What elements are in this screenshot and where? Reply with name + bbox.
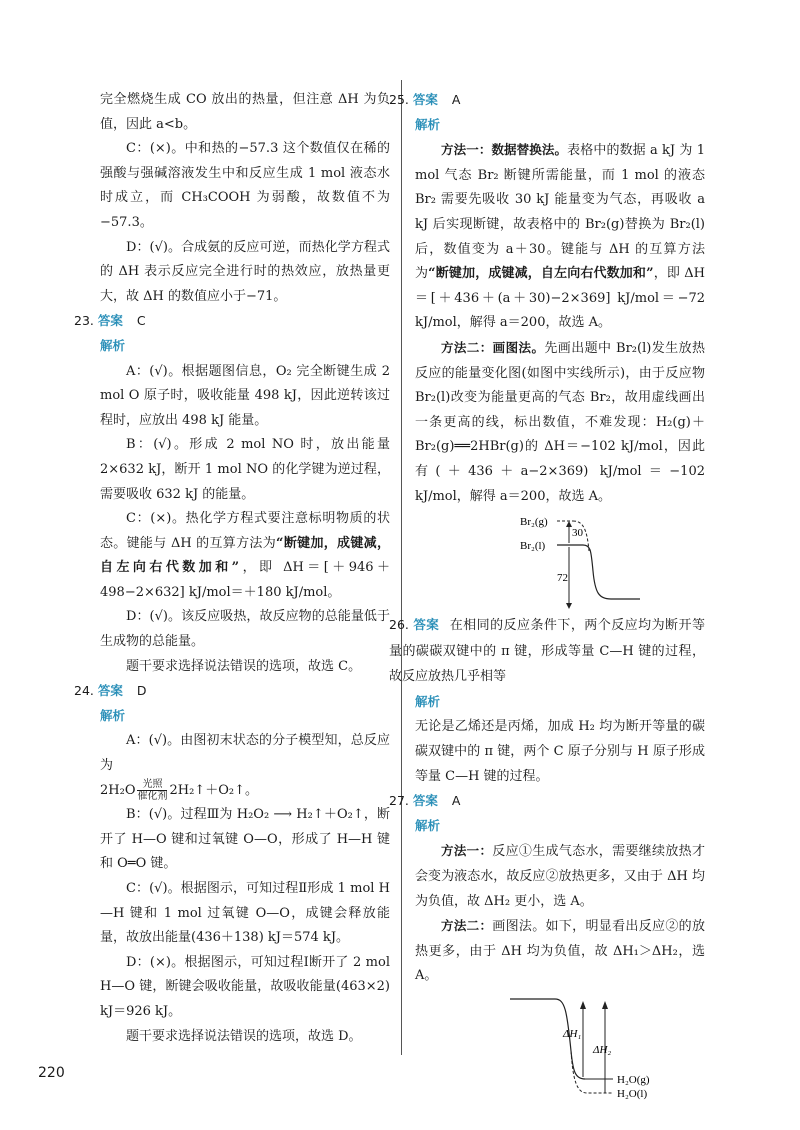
q24-answer-line xyxy=(74,679,390,704)
q27-answer-line xyxy=(389,789,705,814)
eq-condition-bottom: 催化剂 xyxy=(137,790,168,802)
q25-answer: A xyxy=(451,92,461,107)
br2-energy-diagram xyxy=(415,511,705,611)
h2o-liquid-curve-dashed xyxy=(571,1051,613,1093)
q25-method2-text: 先画出题中 Br₂(l)发生放热反应的能量变化图(如图中实线所示)，由于反应物 Br₂(l)改变为能量更高的气态 Br₂，故用虚线画出一条更高的线，标出数值，不难发现：H₂(g)＋Br₂(g)══2HBr(g)的 ΔH＝−102 kJ/mol，因此有(＋436＋a−2×369) kJ/mol＝−102 kJ/mol，解得 a＝200，故选 A。 xyxy=(415,340,705,504)
dh1-arrow-head xyxy=(580,1001,586,1009)
h2o-liquid-label: H₂O(l) xyxy=(617,1088,648,1100)
arrow-30-head xyxy=(566,521,572,527)
q24-b: B：(√)。过程Ⅲ为 H₂O₂ ⟶ H₂↑＋O₂↑，断开了 H—O 键和过氧键 O—O，形成了 H—H 键和 O═O 键。 xyxy=(100,807,390,872)
q27-method2-text: 画图法。如下，明显看出反应②的放热更多，由于 ΔH 均为负值，故 ΔH₁＞ΔH₂，选 A。 xyxy=(415,919,705,984)
q27-analysis-label: 解析 xyxy=(415,817,441,833)
br2-gas-label: Br₂(g) xyxy=(520,516,548,529)
q27-method2-label: 方法二： xyxy=(441,918,493,934)
q25-answer-line xyxy=(389,88,705,113)
q26-analysis-label: 解析 xyxy=(415,693,441,709)
dh2-arrow-head xyxy=(602,1001,608,1009)
q27-method1-text: 反应①生成气态水，需要继续放热才会变为液态水，故反应②放热更多，又由于 ΔH 均为负值，故 ΔH₂ 更小，选 A。 xyxy=(415,844,705,909)
q24-a: A：(√)。由图初末状态的分子模型知，总反应为 xyxy=(100,733,390,774)
left-column xyxy=(74,88,390,1049)
para-carryover: 完全燃烧生成 CO 放出的热量，但注意 ΔH 为负值，因此 a<b。 xyxy=(100,92,390,132)
q23-answer-line xyxy=(74,309,390,334)
q23-answer-label: 答案 xyxy=(97,313,123,329)
q27-method1-label: 方法一： xyxy=(441,843,493,859)
column-divider xyxy=(401,80,402,1055)
eq-reactant: 2H₂O xyxy=(100,782,136,798)
q25-method1-text-b: ，即 ΔH＝[＋436＋(a＋30)−2×369] kJ/mol＝−72 kJ/mol，解得 a＝200，故选 A。 xyxy=(415,266,705,331)
q23-d: D：(√)。该反应吸热，故反应物的总能量低于生成物的总能量。 xyxy=(100,609,390,650)
q24-c: C：(√)。根据图示，可知过程Ⅱ形成 1 mol H—H 键和 1 mol 过氧键 O—O，成键会释放能量，故放出能量(436＋138) kJ＝574 kJ。 xyxy=(100,881,390,946)
q24-answer: D xyxy=(136,683,147,699)
eq-products: 2H₂↑＋O₂↑。 xyxy=(169,782,258,798)
right-column xyxy=(389,88,705,1103)
value-72: 72 xyxy=(557,572,568,585)
q25-method1-label: 方法一：数据替换法。 xyxy=(441,142,568,158)
q23-answer: C xyxy=(136,313,146,329)
q25-method1-text-a: 表格中的数据 a kJ 为 1 mol 气态 Br₂ 断键所需能量，而 1 mol 的液态 Br₂ 需要先吸收 30 kJ 能量变为气态，再吸收 a kJ 后实现断键，故表格中的 Br₂(g)替换为 Br₂(l)后，数值变为 a＋30。键能与 ΔH 的互算方法为 xyxy=(415,143,705,282)
q25-analysis-label: 解析 xyxy=(415,116,441,132)
q26-number: 26. xyxy=(389,617,409,633)
br2-liquid-label: Br₂(l) xyxy=(520,540,546,553)
q25-method2-label: 方法二：画图法。 xyxy=(441,339,545,355)
q23-conclusion: 题干要求选择说法错误的选项，故选 C。 xyxy=(126,658,362,674)
q27-method1 xyxy=(415,839,705,914)
q27-answer-label: 答案 xyxy=(412,793,438,809)
q26-analysis-text: 无论是乙烯还是丙烯，加成 H₂ 均为断开等量的碳碳双键中的 π 键，两个 C 原子分别与 H 原子形成等量 C—H 键的过程。 xyxy=(415,719,705,784)
q27-method2 xyxy=(415,914,705,989)
q24-answer-label: 答案 xyxy=(97,683,123,699)
eq-arrow xyxy=(137,779,167,802)
q27-number: 27. xyxy=(389,793,409,809)
value-30: 30 xyxy=(572,527,583,540)
q23-analysis-label: 解析 xyxy=(100,337,126,353)
q27-answer: A xyxy=(451,793,461,809)
q23-a: A：(√)。根据题图信息，O₂ 完全断键生成 2 mol O 原子时，吸收能量 498 kJ，因此逆转该过程时，应放出 498 kJ 能量。 xyxy=(100,363,390,428)
dh2-label: ΔH₂ xyxy=(593,1044,612,1056)
para-c-neutralization: C：(×)。中和热的−57.3 这个数值仅在稀的强酸与强碱溶液发生中和反应生成 1 mol 液态水时成立，而 CH₃COOH 为弱酸，故数值不为−57.3。 xyxy=(100,141,390,230)
para-d-ammonia: D：(√)。合成氨的反应可逆，而热化学方程式的 ΔH 表示反应完全进行时的热效应，放热量更大，故 ΔH 的数值应小于−71。 xyxy=(100,239,390,304)
q23-b: B：(√)。形成 2 mol NO 时，放出能量 2×632 kJ，断开 1 mol NO 的化学键为逆过程，需要吸收 632 kJ 的能量。 xyxy=(100,437,390,502)
page-number: 220 xyxy=(38,1065,65,1081)
q23-c-rule: “断键加，成键减，自左向右代数加和” xyxy=(100,535,390,576)
q25-method1-rule: “断键加，成键减，自左向右代数加和” xyxy=(428,266,654,282)
q26-answer-text: 在相同的反应条件下，两个反应均为断开等量的碳碳双键中的 π 键，形成等量 C—H 键的过程，故反应放热几乎相等 xyxy=(389,618,705,685)
q24-analysis-label: 解析 xyxy=(100,707,126,723)
q26-answer-line xyxy=(389,613,705,690)
h2o-gas-label: H₂O(g) xyxy=(617,1074,650,1086)
dh1-label: ΔH₁ xyxy=(563,1028,582,1040)
q26-answer-label: 答案 xyxy=(413,617,440,633)
q24-d: D：(×)。根据图示，可知过程Ⅰ断开了 2 mol H—O 键，断键会吸收能量，故吸收能量(463×2) kJ＝926 kJ。 xyxy=(100,954,390,1019)
q24-conclusion: 题干要求选择说法错误的选项，故选 D。 xyxy=(126,1028,362,1044)
arrow-72-head xyxy=(566,603,572,609)
q25-answer-label: 答案 xyxy=(412,92,438,107)
q24-number: 24. xyxy=(74,683,94,699)
q24-equation xyxy=(100,779,390,804)
q23-c-post: ，即 ΔH＝[＋946＋498−2×632] kJ/mol＝＋180 kJ/mol。 xyxy=(100,560,390,600)
q23-number: 23. xyxy=(74,313,94,329)
q25-method1 xyxy=(415,138,705,336)
h2o-energy-diagram xyxy=(415,991,705,1101)
q23-c xyxy=(100,507,390,605)
q23-c-pre: C：(×)。热化学方程式要注意标明物质的状态。键能与 ΔH 的互算方法为 xyxy=(100,511,390,551)
q25-number: 25. xyxy=(389,92,409,107)
eq-condition-top: 光照 xyxy=(137,779,167,791)
q25-method2 xyxy=(415,336,705,509)
